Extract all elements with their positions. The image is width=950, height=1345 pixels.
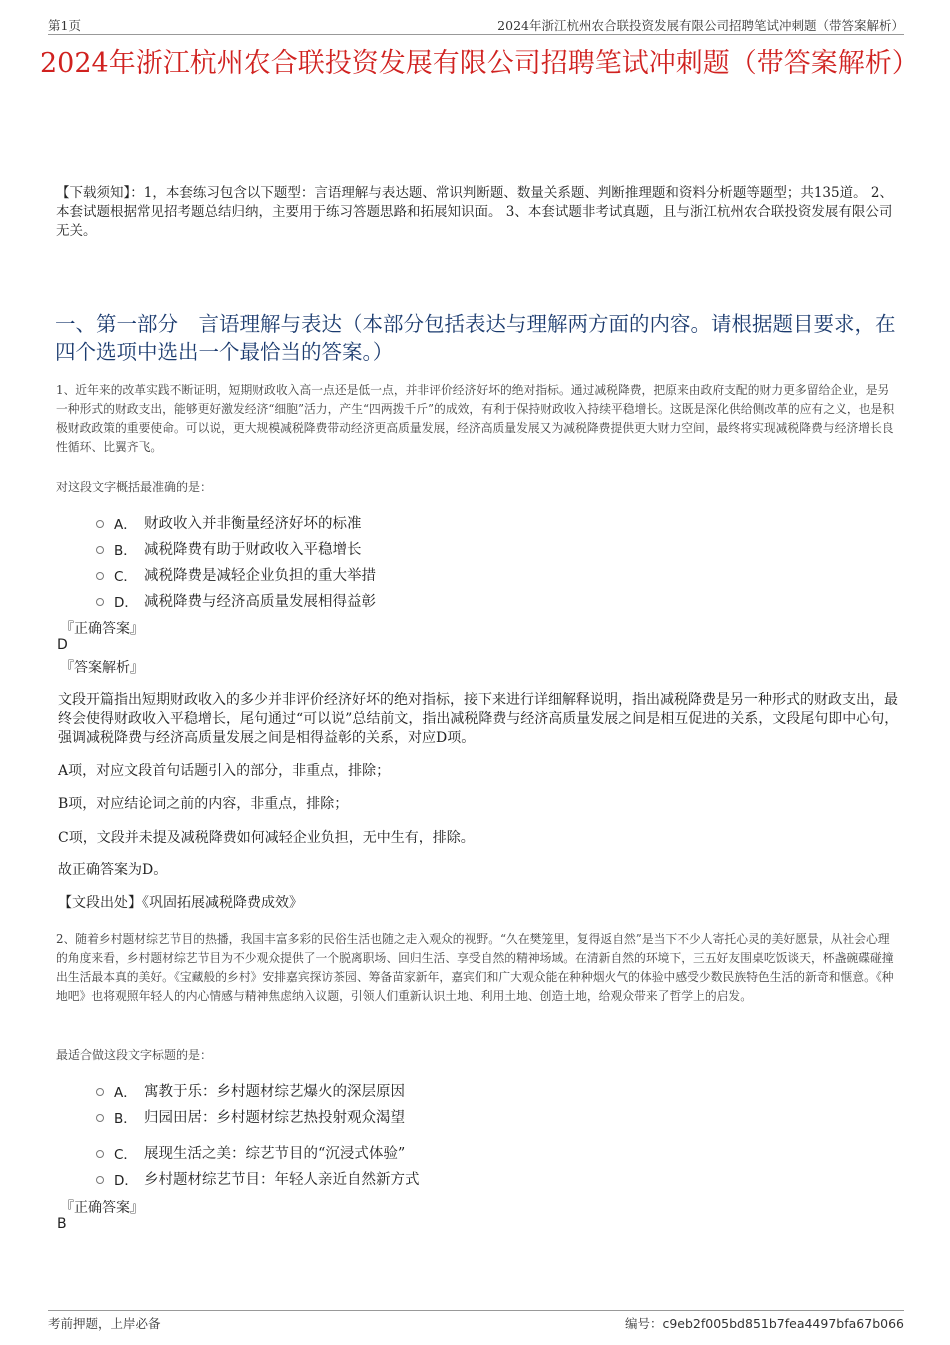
option-text: 减税降费有助于财政收入平稳增长 <box>144 542 362 558</box>
option-text: 减税降费与经济高质量发展相得益彰 <box>144 594 376 610</box>
document-title: 2024年浙江杭州农合联投资发展有限公司招聘笔试冲刺题（带答案解析） <box>40 48 919 79</box>
q1-answer-label: 『正确答案』 <box>60 621 144 637</box>
radio-icon[interactable] <box>96 1114 104 1122</box>
option-letter: C． <box>114 1146 137 1163</box>
option-letter: B． <box>114 1110 137 1127</box>
q1-source: 【文段出处】《巩固拓展减税降费成效》 <box>58 895 303 911</box>
q1-passage: 1、近年来的改革实践不断证明，短期财政收入高一点还是低一点，并非评价经济好坏的绝对指标。通过减税降费，把原来由政府支配的财力更多留给企业，是另一种形式的财政支出，能够更好激发经济“细胞”活力，产生“四两拨千斤”的成效，有利于保持财政收入持续平稳增长。这既是深化供给侧改革的应有之义，也是积极财政政策的重要使命。可以说，更大规模减税降费带动经济更高质量发展，经济高质量发展又为减税降费提供更大财力空间，最终将实现减税降费与经济增长良性循环、比翼齐飞。 <box>56 383 895 454</box>
q1-option-c-note: C项，文段并未提及减税降费如何减轻企业负担，无中生有，排除。 <box>58 830 475 846</box>
q1-option-a[interactable] <box>96 512 362 533</box>
q2-option-d[interactable] <box>96 1168 420 1189</box>
q1-option-d[interactable] <box>96 590 376 611</box>
radio-icon[interactable] <box>96 572 104 580</box>
option-text: 寓教于乐：乡村题材综艺爆火的深层原因 <box>144 1084 405 1100</box>
option-letter: B． <box>114 542 137 559</box>
option-text: 财政收入并非衡量经济好坏的标准 <box>144 516 362 532</box>
option-text: 乡村题材综艺节目：年轻人亲近自然新方式 <box>144 1172 420 1188</box>
download-notice: 【下载须知】：1，本套练习包含以下题型：言语理解与表达题、常识判断题、数量关系题、判断推理题和资料分析题等题型；共135道。 2、本套试题根据常见招考题总结归纳，主要用于练习答题思路和拓展知识面。 3、本套试题非考试真题，且与浙江杭州农合联投资发展有限公司无关。 <box>56 185 893 239</box>
header-doc-title: 2024年浙江杭州农合联投资发展有限公司招聘笔试冲刺题（带答案解析） <box>497 18 904 33</box>
option-letter: C． <box>114 568 137 585</box>
q2-prompt: 最适合做这段文字标题的是： <box>56 1048 213 1062</box>
option-text: 展现生活之美：综艺节目的“沉浸式体验” <box>144 1146 406 1162</box>
option-text: 减税降费是减轻企业负担的重大举措 <box>144 568 376 584</box>
q2-option-b[interactable] <box>96 1106 405 1127</box>
footer-code <box>625 1314 904 1332</box>
q1-option-a-note: A项，对应文段首句话题引入的部分，非重点，排除； <box>58 763 391 779</box>
q2-option-c[interactable] <box>96 1142 405 1163</box>
q1-option-c[interactable] <box>96 564 376 585</box>
radio-icon[interactable] <box>96 1176 104 1184</box>
q1-answer: D <box>57 637 68 653</box>
q2-passage: 2、随着乡村题材综艺节目的热播，我国丰富多彩的民俗生活也随之走入观众的视野。“久在樊笼里，复得返自然”是当下不少人寄托心灵的美好愿景，从社会心理的角度来看，乡村题材综艺节目为不少观众提供了一个脱离职场、回归生活、享受自然的精神场域。在清新自然的环境下，三五好友围桌吃饭谈天，杯盏碗碟碰撞出生活最本真的美好。《宝藏般的乡村》安排嘉宾探访茶园、筹备苗家新年，嘉宾们和广大观众能在种种烟火气的体验中感受少数民族特色生活的新奇和惬意。《种地吧》也将观照年轻人的内心情感与精神焦虑纳入议题，引领人们重新认识土地、利用土地、创造土地，给观众带来了哲学上的启发。 <box>56 932 894 1003</box>
page-number: 第1页 <box>48 18 81 33</box>
option-letter: D． <box>114 594 138 611</box>
q1-analysis-label: 『答案解析』 <box>60 660 144 676</box>
option-letter: A． <box>114 1084 137 1101</box>
q1-analysis: 文段开篇指出短期财政收入的多少并非评价经济好坏的绝对指标，接下来进行详细解释说明，指出减税降费是另一种形式的财政支出，最终会使得财政收入平稳增长，尾句通过“可以说”总结前文，指出减税降费与经济高质量发展之间是相互促进的关系，文段尾句即中心句，强调减税降费与经济高质量发展之间是相得益彰的关系，对应D项。 <box>58 692 899 746</box>
q2-answer: B <box>57 1216 67 1232</box>
section-heading: 一、第一部分 言语理解与表达（本部分包括表达与理解两方面的内容。请根据题目要求，在四个选项中选出一个最恰当的答案。） <box>55 312 896 364</box>
radio-icon[interactable] <box>96 520 104 528</box>
q1-conclusion: 故正确答案为D。 <box>58 862 168 878</box>
radio-icon[interactable] <box>96 598 104 606</box>
radio-icon[interactable] <box>96 546 104 554</box>
footer-slogan: 考前押题，上岸必备 <box>48 1316 161 1331</box>
option-letter: D． <box>114 1172 138 1189</box>
q1-option-b[interactable] <box>96 538 362 559</box>
footer-code-value: c9eb2f005bd851b7fea4497bfa67b066 <box>662 1316 904 1331</box>
radio-icon[interactable] <box>96 1150 104 1158</box>
q1-option-b-note: B项，对应结论词之前的内容，非重点，排除； <box>58 796 349 812</box>
q2-answer-label: 『正确答案』 <box>60 1200 144 1216</box>
page-footer <box>48 1310 904 1331</box>
footer-code-label: 编号： <box>624 1316 663 1331</box>
q2-option-a[interactable] <box>96 1080 405 1101</box>
option-letter: A． <box>114 516 137 533</box>
page-header <box>48 14 904 35</box>
q1-prompt: 对这段文字概括最准确的是： <box>56 480 213 494</box>
option-text: 归园田居：乡村题材综艺热投射观众渴望 <box>144 1110 405 1126</box>
radio-icon[interactable] <box>96 1088 104 1096</box>
